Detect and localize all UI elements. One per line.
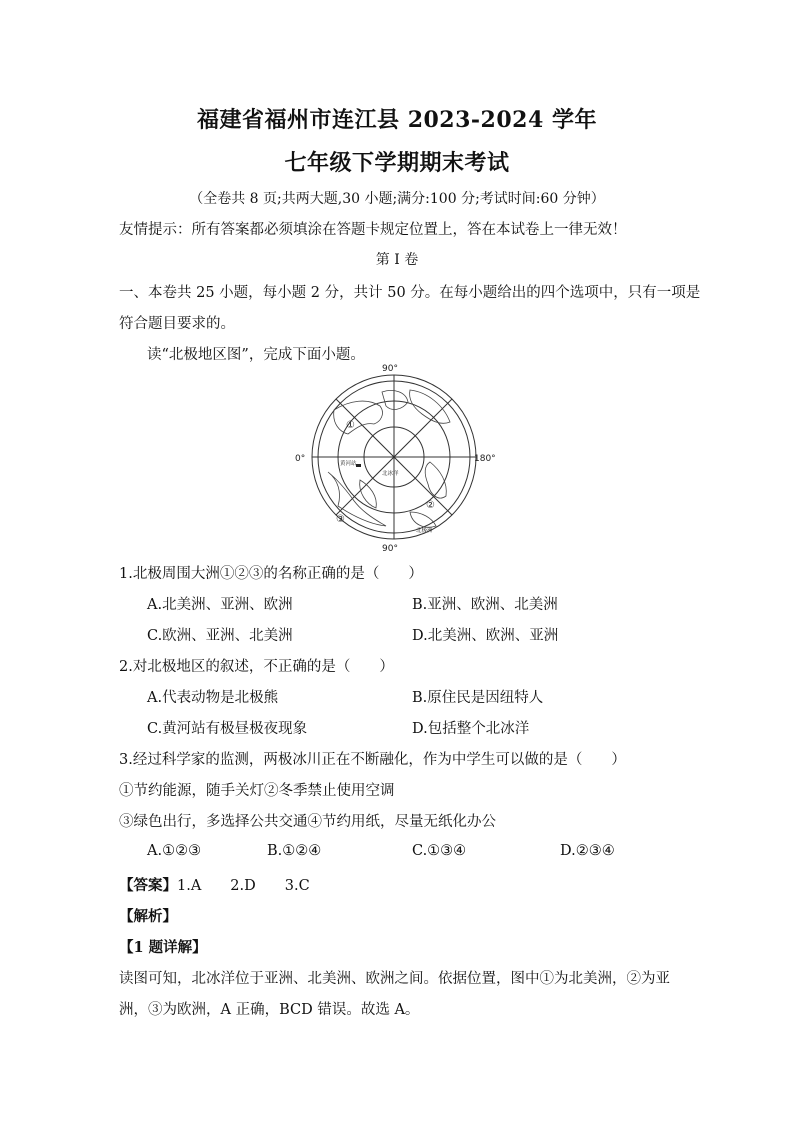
- question-1-stem: 1.北极周围大洲①②③的名称正确的是（ ）: [119, 566, 423, 582]
- read-prompt: 读“北极地区图”，完成下面小题。: [147, 347, 365, 363]
- question-3-option-d: D.②③④: [560, 843, 615, 859]
- question-1-option-a: A.北美洲、亚洲、欧洲: [147, 597, 293, 613]
- section-intro-line2: 符合题目要求的。: [119, 316, 235, 332]
- question-3-line-1: ①节约能源，随手关灯②冬季禁止使用空调: [119, 783, 395, 799]
- question-3-stem: 3.经过科学家的监测，两极冰川正在不断融化，作为中学生可以做的是（ ）: [119, 752, 626, 768]
- map-marker-3: ③: [336, 514, 345, 525]
- page-title-line1: 福建省福州市连江县 2023-2024 学年: [197, 107, 597, 133]
- map-marker-1: ①: [346, 420, 355, 431]
- page-title-line2: 七年级下学期期末考试: [284, 150, 510, 176]
- map-label-bottom: 90°: [382, 544, 398, 554]
- station-marker: [356, 464, 361, 467]
- answer-values: 1.A 2.D 3.C: [177, 878, 310, 894]
- map-label-right: 180°: [474, 454, 496, 464]
- question-3-option-a: A.①②③: [147, 843, 202, 859]
- arctic-map: [290, 362, 500, 554]
- question-1-option-b: B.亚洲、欧洲、北美洲: [412, 597, 558, 613]
- analysis-q1-line2: 洲，③为欧洲，A 正确，BCD 错误。故选 A。: [119, 1002, 420, 1018]
- question-3-option-b: B.①②④: [267, 843, 322, 859]
- question-2-stem: 2.对北极地区的叙述，不正确的是（ ）: [119, 659, 394, 675]
- map-label-left: 0°: [295, 454, 306, 464]
- question-3-option-c: C.①③④: [412, 843, 467, 859]
- exam-info: （全卷共 8 页;共两大题,30 小题;满分:100 分;考试时间:60 分钟）: [189, 191, 605, 207]
- volume-heading: 第 I 卷: [375, 252, 419, 268]
- map-label-station: 黄河站: [340, 461, 357, 467]
- analysis-label: 【解析】: [119, 908, 177, 925]
- section-intro-line1: 一、本卷共 25 小题，每小题 2 分，共计 50 分。在每小题给出的四个选项中，只有一项是: [119, 285, 701, 301]
- map-label-region: 北极洲: [416, 528, 433, 534]
- map-label-pole: 北冰洋: [382, 471, 399, 477]
- question-1-option-c: C.欧洲、亚洲、北美洲: [147, 628, 293, 644]
- question-1-option-d: D.北美洲、欧洲、亚洲: [412, 628, 559, 644]
- map-marker-2: ②: [426, 500, 435, 511]
- question-2-option-a: A.代表动物是北极熊: [147, 690, 279, 706]
- answer-line: [119, 874, 310, 895]
- map-label-top: 90°: [382, 364, 398, 374]
- question-2-option-b: B.原住民是因纽特人: [412, 690, 544, 706]
- analysis-q1-line1: 读图可知，北冰洋位于亚洲、北美洲、欧洲之间。依据位置，图中①为北美洲，②为亚: [119, 971, 670, 987]
- answer-label: 【答案】: [119, 877, 177, 894]
- question-2-option-c: C.黄河站有极昼极夜现象: [147, 721, 308, 737]
- friendly-tip: 友情提示：所有答案都必须填涂在答题卡规定位置上，答在本试卷上一律无效！: [119, 222, 627, 238]
- question-2-option-d: D.包括整个北冰洋: [412, 721, 530, 737]
- analysis-q1-label: 【1 题详解】: [119, 939, 207, 956]
- question-3-line-2: ③绿色出行，多选择公共交通④节约用纸，尽量无纸化办公: [119, 814, 496, 830]
